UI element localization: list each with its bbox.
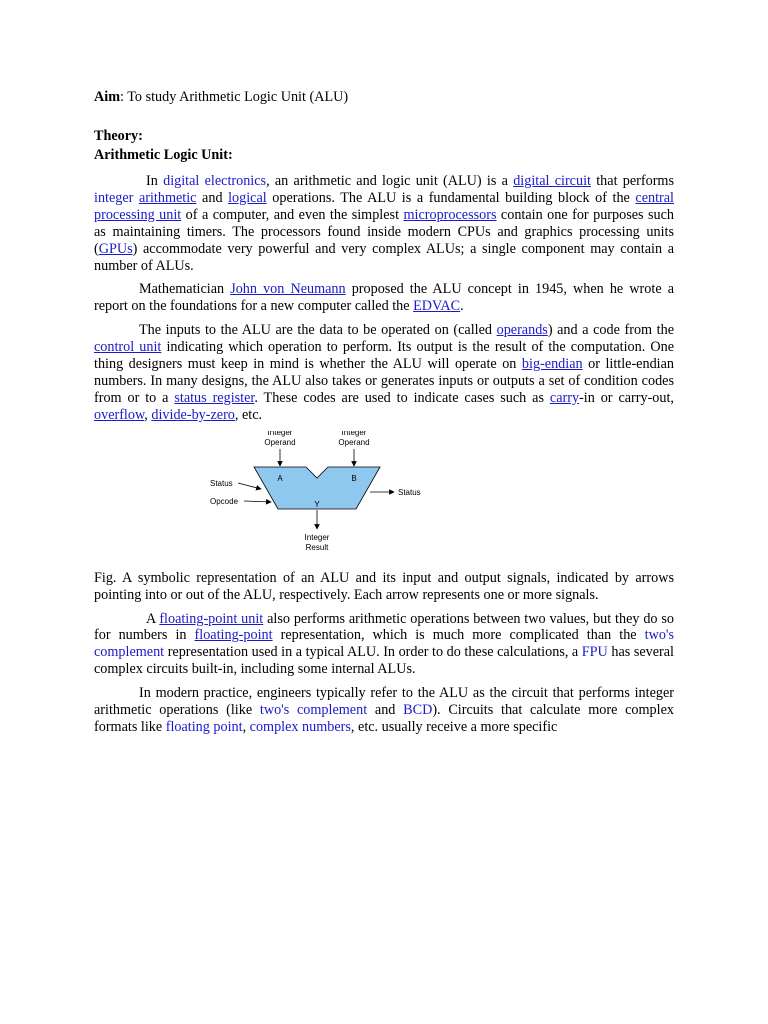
text-run: also performs arithmetic operations between two values, but they do so for numbers in (94, 610, 674, 644)
text-run: of a computer, and even the simplest (181, 206, 404, 223)
text-run: Mathematician (139, 281, 231, 298)
link-john-von-neumann[interactable]: John von Neumann (230, 281, 346, 298)
text-run: -in or carry-out, (579, 389, 674, 406)
aim-line (94, 88, 674, 107)
text-run: ) and a code from the (547, 322, 675, 339)
text-run: and (196, 189, 229, 206)
status-in-arrow (238, 483, 261, 489)
text-run: . These codes are used to indicate cases such as (254, 389, 550, 406)
text-run: ). Circuits that calculate more complex formats like (94, 702, 674, 735)
text-run: , etc. usually receive a more specific (350, 718, 558, 735)
text-run: In (146, 173, 164, 189)
figure-caption: Fig. A symbolic representation of an ALU and its input and output signals, indicated by arrows pointing into or out of the ALU, respectively. Each arrow represents one or more signals. (94, 569, 674, 603)
opcode-label: Opcode (210, 496, 239, 506)
text-run: . (460, 298, 464, 315)
link-divide-by-zero[interactable]: divide-by-zero (151, 406, 235, 423)
aim-text: : To study Arithmetic Logic Unit (ALU) (120, 89, 349, 105)
paragraph-intro (94, 173, 674, 274)
link-logical[interactable]: logical (228, 189, 267, 206)
operand-a-label-1: Integer (267, 430, 293, 437)
text-run: , (144, 406, 152, 423)
result-label-2: Result (305, 542, 329, 552)
text-run: The inputs to the ALU are the data to be operated on (called (139, 322, 497, 339)
text-run: that performs (590, 173, 674, 189)
text-run: has several complex circuits built-in, including some internal ALUs. (94, 644, 674, 678)
term-twos-complement: two's complement (94, 627, 674, 661)
term-fpu: FPU (581, 644, 608, 661)
text-run: A (146, 610, 160, 627)
result-label-1: Integer (304, 532, 330, 542)
text-run: In modern practice, engineers typically refer to the ALU as the circuit that performs integer arithmetic operations (like (94, 685, 674, 719)
opcode-arrow (244, 501, 271, 502)
term-digital-electronics: digital electronics (163, 173, 267, 189)
paragraph-history (94, 281, 674, 315)
text-run: ) accommodate very powerful and very complex ALUs; a single component may contain a number of ALUs. (94, 240, 674, 274)
term-complex-numbers: complex numbers (249, 718, 351, 735)
link-status-register[interactable]: status register (174, 389, 255, 406)
link-control-unit[interactable]: control unit (94, 339, 162, 356)
alu-figure (94, 431, 674, 563)
input-a-label: A (277, 473, 283, 483)
link-big-endian[interactable]: big-endian (521, 356, 583, 373)
alu-diagram (208, 431, 438, 563)
link-operands[interactable]: operands (496, 322, 548, 339)
link-microprocessors[interactable]: microprocessors (403, 206, 497, 223)
link-edvac[interactable]: EDVAC (413, 298, 461, 315)
text-run: proposed the ALU concept in 1945, when he wrote a report on the foundations for a new computer called the (94, 281, 674, 315)
text-run: indicating which operation to perform. Its output is the result of the computation. One thing designers must keep in mind is whether the ALU will operate on (94, 339, 674, 373)
text-run: or little-endian numbers. In many designs, the ALU also takes or generates inputs or outputs a set of condition codes from or to a (94, 356, 674, 406)
link-digital-circuit[interactable]: digital circuit (513, 173, 591, 189)
term-bcd: BCD (403, 702, 433, 719)
term-integer: integer (94, 189, 134, 206)
paragraph-fpu (94, 611, 674, 679)
link-overflow[interactable]: overflow (94, 406, 145, 423)
theory-heading: Theory: (94, 128, 143, 144)
status-in-label: Status (210, 478, 233, 488)
section-heading: Arithmetic Logic Unit: (94, 147, 233, 163)
aim-label: Aim (94, 89, 121, 105)
operand-a-label-2: Operand (264, 437, 296, 447)
link-floating-point[interactable]: floating-point (194, 627, 273, 644)
link-carry[interactable]: carry (549, 389, 580, 406)
term-floating-point: floating point (165, 718, 243, 735)
text-run: and (367, 702, 404, 719)
term-twos-complement: two's complement (259, 702, 368, 719)
input-b-label: B (351, 473, 357, 483)
text-run: , etc. (234, 406, 263, 423)
text-run: , an arithmetic and logic unit (ALU) is a (266, 173, 514, 189)
output-y-label: Y (314, 499, 320, 509)
link-floating-point-unit[interactable]: floating-point unit (159, 610, 264, 627)
status-out-label: Status (398, 487, 421, 497)
text-run: operations. The ALU is a fundamental building block of the (266, 189, 636, 206)
text-run: representation used in a typical ALU. In order to do these calculations, a (164, 644, 582, 661)
text-run: , (242, 718, 250, 735)
link-central-processing-unit[interactable]: central processing unit (94, 189, 674, 223)
paragraph-inputs (94, 322, 674, 423)
operand-b-label-1: Integer (341, 430, 367, 437)
link-gpus[interactable]: GPUs (98, 240, 133, 257)
paragraph-modern-practice (94, 685, 674, 736)
text-run: representation, which is much more complicated than the (272, 627, 645, 644)
text-run: contain one for purposes such as maintaining timers. The processors found inside modern CPUs and graphics processing units ( (94, 206, 675, 257)
operand-b-label-2: Operand (338, 437, 370, 447)
link-arithmetic[interactable]: arithmetic (138, 189, 197, 206)
